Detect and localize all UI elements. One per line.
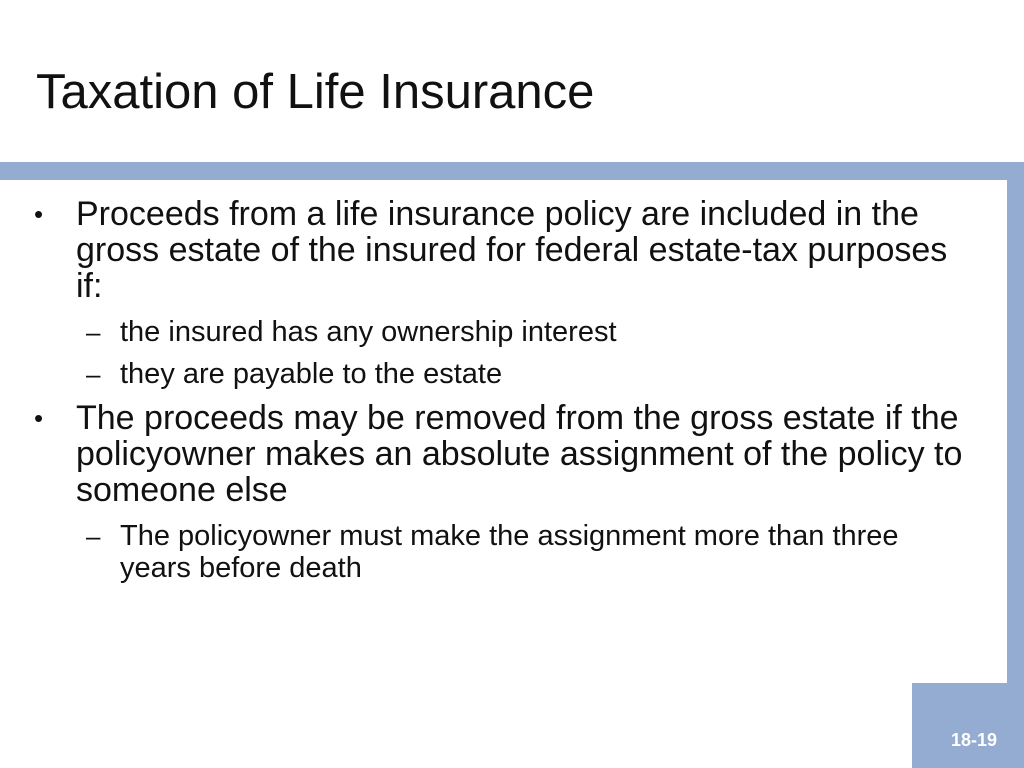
- bullet-text: Proceeds from a life insurance policy are included in the gross estate of the insured for federal estate-tax purposes if:: [76, 195, 948, 305]
- bullet-item-1: [34, 196, 964, 390]
- sub-bullet-text: the insured has any ownership interest: [120, 316, 617, 348]
- bullet-icon: •: [34, 403, 44, 433]
- sub-bullet-item: [76, 358, 964, 390]
- sub-bullet-list: [76, 316, 964, 390]
- dash-icon: –: [86, 359, 101, 389]
- page-number: 18-19: [950, 730, 997, 750]
- sub-bullet-item: [76, 520, 964, 584]
- right-accent-band: [1007, 162, 1024, 768]
- top-accent-band: [0, 162, 1024, 180]
- sub-bullet-text: they are payable to the estate: [120, 358, 503, 390]
- sub-bullet-item: [76, 316, 964, 348]
- bullet-icon: •: [34, 199, 44, 229]
- dash-icon: –: [86, 521, 101, 551]
- bullet-list: [34, 196, 964, 584]
- dash-icon: –: [86, 317, 101, 347]
- slide-title: Taxation of Life Insurance: [36, 65, 595, 119]
- sub-bullet-list: [76, 520, 964, 584]
- bullet-text: The proceeds may be removed from the gross estate if the policyowner makes an absolute assignment of the policy to someone else: [76, 399, 963, 509]
- slide-content: [34, 196, 964, 594]
- sub-bullet-text: The policyowner must make the assignment more than three years before death: [120, 520, 899, 584]
- page-number-box: [912, 683, 1024, 768]
- bullet-item-2: [34, 400, 964, 584]
